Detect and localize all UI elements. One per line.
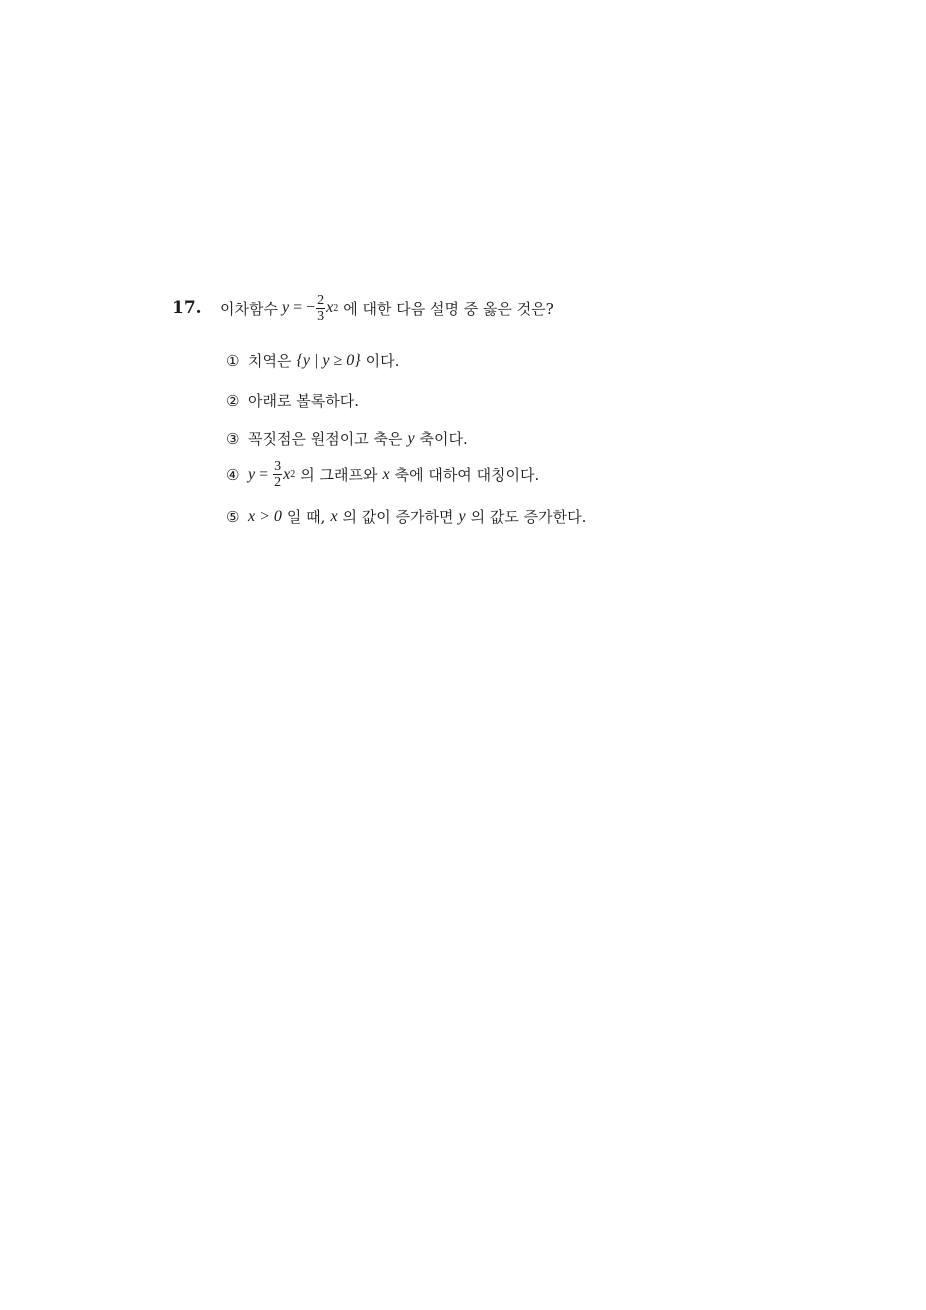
stem-exponent: 2 — [333, 302, 339, 314]
choice-3-text-end: 축이다. — [419, 430, 468, 448]
stem-var-y: y — [281, 299, 290, 316]
question-number: 17. — [172, 298, 202, 318]
choice-5-marker: ⑤ — [226, 507, 240, 526]
choice-3-text: 꼭짓점은 원점이고 축은 — [248, 430, 403, 448]
choice-1-marker: ① — [226, 351, 240, 370]
choice-4-math: x — [382, 465, 390, 483]
choice-4-fraction — [273, 459, 282, 490]
choice-4-fraction-denominator: 2 — [274, 475, 282, 490]
choice-4-marker: ④ — [226, 465, 240, 484]
choice-5-math-y: y — [458, 507, 466, 525]
choice-1[interactable] — [226, 350, 399, 371]
stem-text-question: 에 대한 다음 설명 중 옳은 것은? — [343, 299, 554, 318]
question-header — [172, 288, 872, 328]
stem-fraction — [316, 293, 325, 324]
choice-1-text: 치역은 — [248, 352, 292, 370]
choice-3[interactable] — [226, 428, 468, 449]
choice-4-var-x: x — [283, 465, 291, 483]
choice-2-text: 아래로 볼록하다. — [248, 392, 359, 410]
stem-fraction-denominator: 3 — [317, 308, 325, 324]
stem-var-x: x — [326, 299, 334, 316]
stem-text-intro: 이차함수 — [220, 299, 278, 318]
question-stem — [220, 293, 554, 324]
choice-4-equals: = — [259, 465, 269, 483]
choice-4[interactable] — [226, 459, 539, 490]
choice-5[interactable] — [226, 506, 586, 527]
choice-4-exponent: 2 — [290, 469, 296, 480]
choice-3-marker: ③ — [226, 429, 240, 448]
choice-5-text-mid: 의 값이 증가하면 — [342, 508, 454, 526]
choice-3-math: y — [407, 429, 415, 447]
choice-1-math: {y | y ≥ 0} — [296, 351, 361, 369]
choice-5-text-end: 의 값도 증가한다. — [470, 508, 587, 526]
question-17 — [172, 288, 872, 526]
choice-1-text-end: 이다. — [365, 352, 400, 370]
choice-4-text: 의 그래프와 — [300, 466, 378, 484]
choice-4-var-y: y — [248, 465, 256, 483]
choice-5-math-condition: x > 0 — [248, 507, 282, 525]
choice-2-marker: ② — [226, 391, 240, 410]
stem-equals: = — [293, 299, 303, 316]
choice-2[interactable] — [226, 390, 359, 411]
stem-minus: − — [306, 299, 316, 316]
choice-5-text: 일 때, — [286, 508, 326, 526]
choice-4-text-end: 축에 대하여 대칭이다. — [394, 466, 540, 484]
choice-4-fraction-numerator: 3 — [274, 459, 282, 474]
stem-fraction-numerator: 2 — [317, 292, 325, 308]
choice-5-math-x: x — [330, 507, 338, 525]
